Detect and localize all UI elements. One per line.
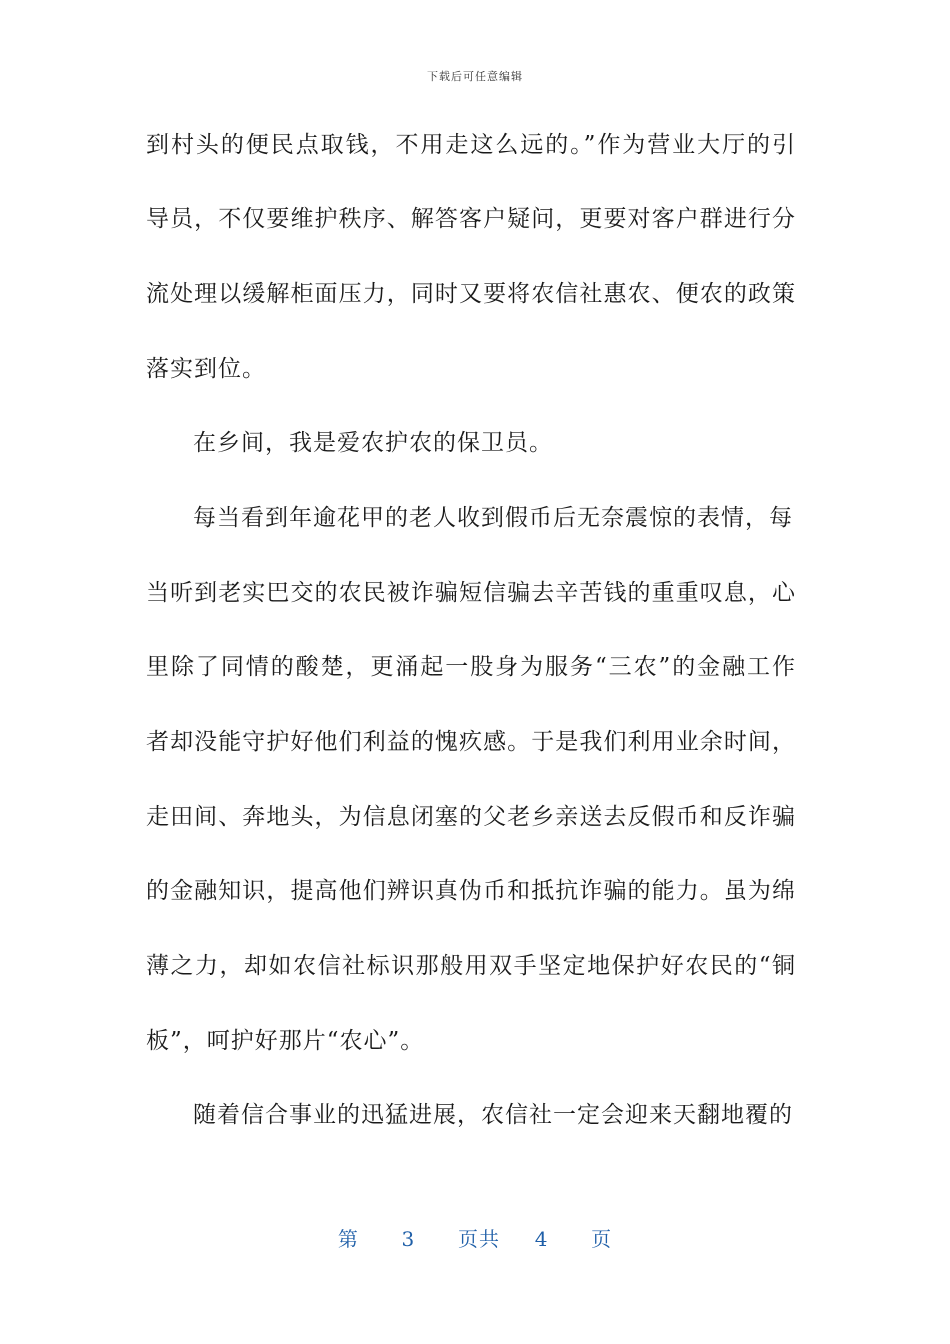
paragraph-line: 导员，不仅要维护秩序、解答客户疑问，更要对客户群进行分 (146, 206, 796, 232)
page-number-footer (0, 1224, 950, 1254)
footer-prefix: 第 (337, 1227, 359, 1251)
total-pages-number: 4 (534, 1227, 549, 1251)
paragraph-line: 随着信合事业的迅猛进展，农信社一定会迎来天翻地覆的 (193, 1102, 793, 1128)
paragraph-line: 的金融知识，提高他们辨识真伪币和抵抗诈骗的能力。虽为绵 (146, 878, 796, 904)
footer-middle: 页共 (458, 1227, 500, 1251)
current-page-number: 3 (401, 1227, 416, 1251)
paragraph-line: 流处理以缓解柜面压力，同时又要将农信社惠农、便农的政策 (146, 281, 796, 307)
paragraph-line: 走田间、奔地头，为信息闭塞的父老乡亲送去反假币和反诈骗 (146, 804, 796, 830)
paragraph-line: 薄之力，却如农信社标识那般用双手坚定地保护好农民的“铜 (146, 953, 796, 979)
paragraph-line: 在乡间，我是爱农护农的保卫员。 (193, 430, 553, 456)
paragraph-line: 当听到老实巴交的农民被诈骗短信骗去辛苦钱的重重叹息，心 (146, 580, 796, 606)
page-header-note: 下载后可任意编辑 (427, 70, 523, 83)
paragraph-line: 每当看到年逾花甲的老人收到假币后无奈震惊的表情，每 (193, 505, 793, 531)
paragraph-line: 到村头的便民点取钱，不用走这么远的。”作为营业大厅的引 (146, 132, 796, 158)
paragraph-line: 落实到位。 (146, 356, 266, 382)
paragraph-line: 者却没能守护好他们利益的愧疚感。于是我们利用业余时间， (146, 729, 796, 755)
paragraph-line: 里除了同情的酸楚，更涌起一股身为服务“三农”的金融工作 (146, 654, 796, 680)
footer-suffix: 页 (591, 1227, 613, 1251)
paragraph-line: 板”，呵护好那片“农心”。 (146, 1028, 425, 1054)
